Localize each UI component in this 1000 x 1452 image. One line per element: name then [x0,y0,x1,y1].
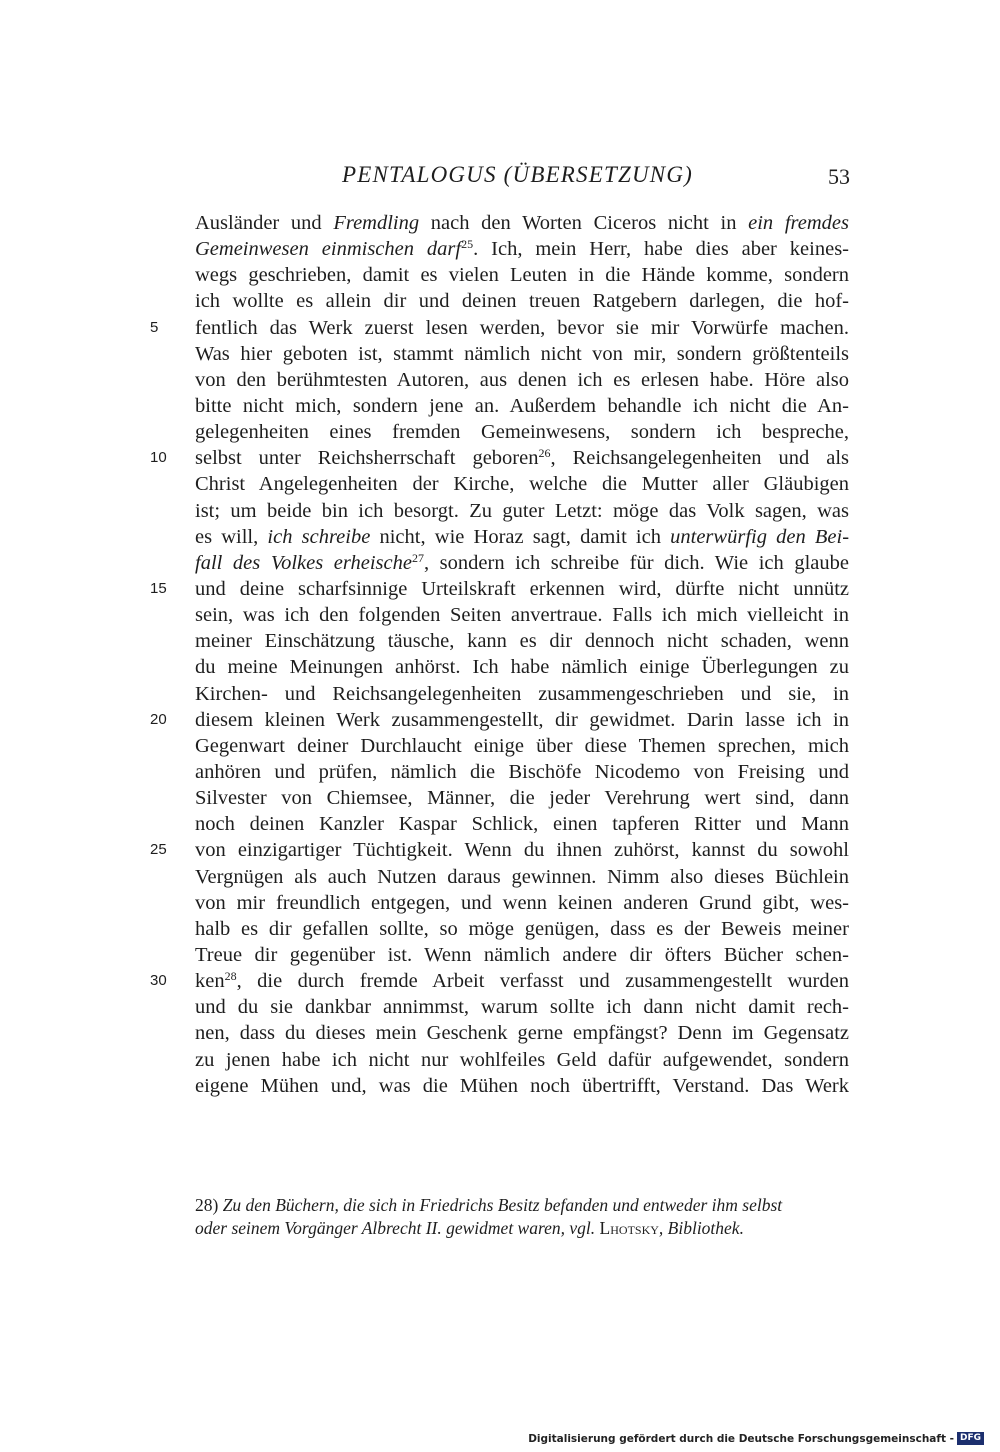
text-line [150,315,849,341]
text-run: von einzigartiger Tüchtigkeit. Wenn du ihnen zuhörst, kannst du sowohl [195,839,849,862]
text-run: wegs geschrieben, damit es vielen Leuten in die Hände komme, sondern [195,264,849,287]
text-run: diesem kleinen Werk zusammengestellt, dir gewidmet. Darin lasse ich in [195,708,849,731]
text-run: fentlich das Werk zuerst lesen werden, bevor sie mir Vorwürfe machen. [195,316,849,339]
text-run: Ausländer und [195,212,334,234]
text-line [150,707,849,733]
text-run: Christ Angelegenheiten der Kirche, welche die Mutter aller Gläubigen [195,473,849,496]
text-line [195,367,849,393]
text-run: sein, was ich den folgenden Seiten anvertraue. Falls ich mich vielleicht in [195,604,849,627]
text-run: gelegenheiten eines fremden Gemeinwesens, sondern ich bespreche, [195,421,849,444]
text-line [150,837,849,863]
italic-text: fall des Volkes erheische [195,551,412,574]
text-line [150,576,849,602]
text-run: und deine scharfsinnige Urteilskraft erkennen wird, dürfte nicht unnütz [195,577,849,600]
text-line [150,968,849,994]
text-line [195,393,849,419]
footnote-line [195,1194,849,1217]
line-number: 10 [150,449,167,467]
text-run: Kirchen- und Reichsangelegenheiten zusammengeschrieben und sie, in [195,682,849,705]
text-run: eigene Mühen und, was die Mühen noch übertrifft, Verstand. Das Werk [195,1074,849,1097]
text-run: Treue dir gegenüber ist. Wenn nämlich andere dir öfters Bücher schen- [195,943,849,966]
footnote-line [195,1217,849,1240]
text-run: von den berühmtesten Autoren, aus denen ich es erlesen habe. Höre also [195,368,849,391]
dfg-logo: DFG [957,1432,984,1445]
text-line [195,628,849,654]
text-line [195,524,849,550]
text-line [195,288,849,314]
text-line [195,681,849,707]
text-line [195,262,849,288]
text-line [195,890,849,916]
text-run: du meine Meinungen anhörst. Ich habe nämlich einige Überlegungen zu [195,656,849,679]
main-text-body [150,210,850,1099]
footnote-reference: 26 [538,446,551,461]
text-line [195,419,849,445]
text-run: zu jenen habe ich nicht nur wohlfeiles Geld dafür aufgewendet, sondern [195,1048,849,1071]
italic-text: ein fremdes [748,212,849,234]
text-run: . Ich, mein Herr, habe dies aber keines- [473,238,850,261]
text-line [195,471,849,497]
text-run: halb es dir gefallen sollte, so möge genügen, dass es der Beweis meiner [195,917,849,940]
text-line [195,550,849,576]
text-run: noch deinen Kanzler Kaspar Schlick, einen tapferen Ritter und Mann [195,813,849,836]
italic-text: ich schreibe [267,525,371,548]
text-line [195,811,849,837]
text-line [195,498,849,524]
text-line [195,654,849,680]
text-run: ich wollte es allein dir und deinen treuen Ratgebern darlegen, die hof- [195,290,849,313]
text-run: nen, dass du dieses mein Geschenk gerne empfängst? Denn im Gegensatz [195,1022,849,1045]
text-line [195,210,849,236]
text-run: anhören und prüfen, nämlich die Bischöfe Nicodemo von Freising und [195,760,849,783]
text-run: nach den Worten Ciceros nicht in [419,212,749,234]
text-run: nicht, wie Horaz sagt, damit ich [370,525,671,548]
running-header-title: PENTALOGUS (ÜBERSETZUNG) [342,162,694,187]
text-line [195,916,849,942]
italic-text: Gemeinwesen einmischen darf [195,238,462,261]
text-run: , die durch fremde Arbeit verfasst und zusammengestellt wurden [236,970,849,993]
text-line [195,759,849,785]
text-line [195,341,849,367]
text-run: ken [195,970,225,993]
text-line [195,1073,849,1099]
text-run: Gegenwart deiner Durchlaucht einige über diese Themen sprechen, mich [195,734,849,757]
digitization-credit [528,1432,984,1445]
footnote-reference: 25 [461,237,474,252]
line-number: 5 [150,318,159,336]
text-run: Silvester von Chiemsee, Männer, die jeder Verehrung wert sind, dann [195,787,849,810]
text-line [195,785,849,811]
footnote-reference: 27 [411,550,424,565]
text-line [195,864,849,890]
italic-text: , Bibliothek. [658,1218,744,1238]
small-caps-text: Lhotsky [599,1218,659,1238]
italic-text: Fremdling [333,212,420,234]
credit-text: Digitalisierung gefördert durch die Deutsche Forschungsgemeinschaft - [528,1432,954,1445]
text-line [150,445,849,471]
text-line [195,733,849,759]
text-run: es will, [195,525,268,548]
text-line [195,602,849,628]
text-run: bitte nicht mich, sondern jene an. Außerdem behandle ich nicht die An- [195,394,849,417]
footnote-reference: 28 [224,969,237,984]
text-run: meiner Einschätzung täusche, kann es dir dennoch nicht schaden, wenn [195,630,849,653]
text-line [195,236,849,262]
italic-text: oder seinem Vorgänger Albrecht II. gewidmet waren, vgl. [195,1218,600,1238]
line-number: 30 [150,972,167,990]
text-run: ist; um beide bin ich besorgt. Zu guter Letzt: möge das Volk sagen, was [195,499,849,522]
line-number: 15 [150,579,167,597]
text-run: von mir freundlich entgegen, und wenn keinen anderen Grund gibt, wes- [195,891,849,914]
line-number: 25 [150,841,167,859]
text-line [195,994,849,1020]
text-run: 28) [195,1195,223,1215]
text-line [195,942,849,968]
page-number: 53 [828,164,850,189]
text-run: selbst unter Reichsherrschaft geboren [195,447,539,470]
footnote [195,1194,849,1240]
text-run: , sondern ich schreibe für dich. Wie ich glaube [423,551,849,574]
text-line [195,1020,849,1046]
text-line [195,1047,849,1073]
line-number: 20 [150,710,167,728]
text-run: Was hier geboten ist, stammt nämlich nicht von mir, sondern größtenteils [195,342,849,365]
italic-text: Zu den Büchern, die sich in Friedrichs Besitz befanden und entweder ihm selbst [222,1195,783,1215]
italic-text: unterwürfig den Bei- [670,525,850,548]
text-run: Vergnügen als auch Nutzen daraus gewinnen. Nimm also dieses Büchlein [195,865,849,888]
text-run: und du sie dankbar annimmst, warum sollte ich dann nicht damit rech- [195,996,849,1019]
text-run: , Reichsangelegenheiten und als [550,447,849,470]
